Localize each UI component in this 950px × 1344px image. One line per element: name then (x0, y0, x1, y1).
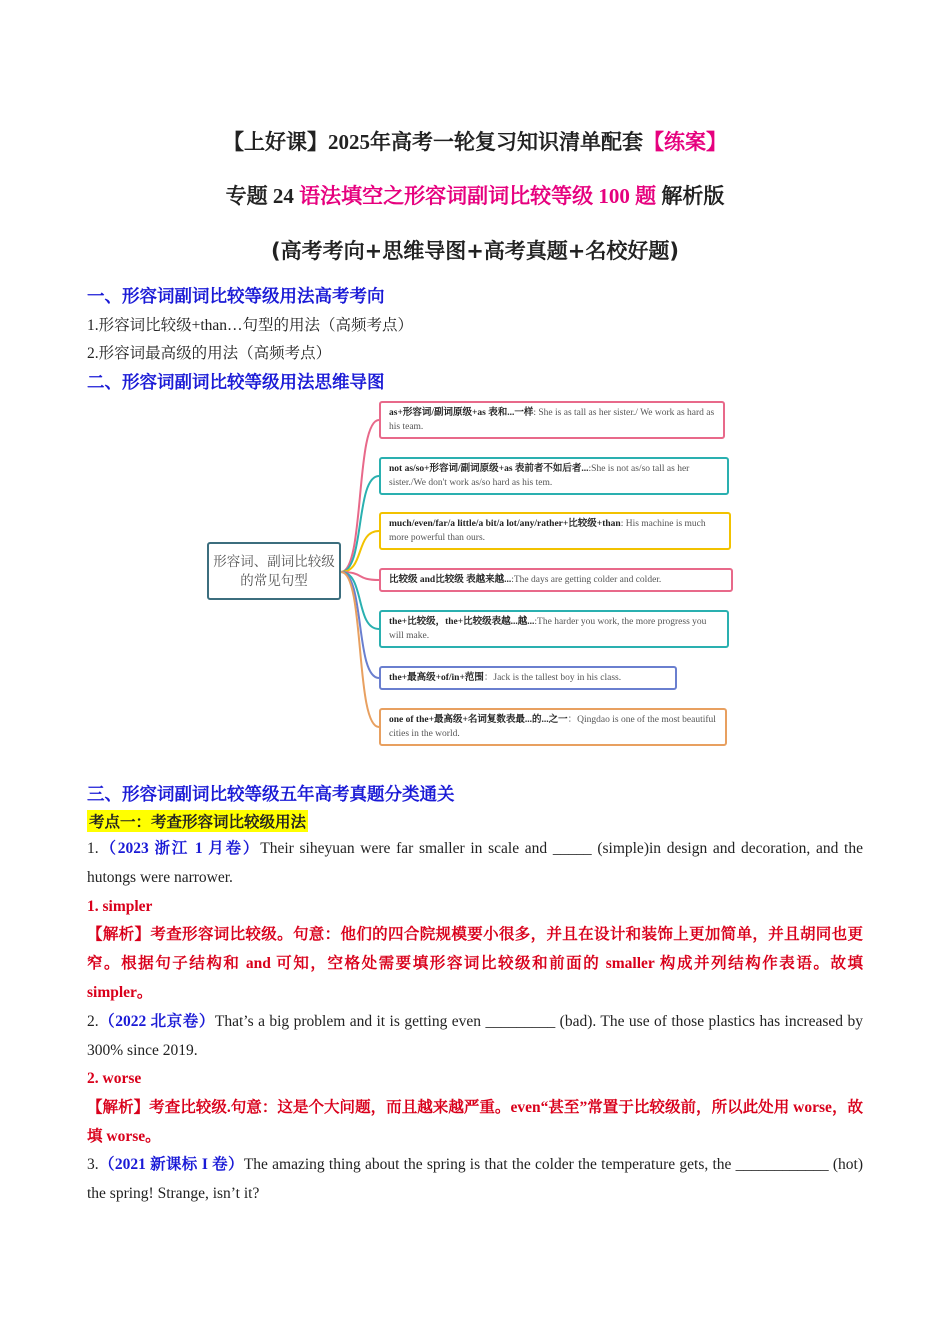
answer-2: 2. worse (87, 1070, 142, 1087)
mind-map-node: much/even/far/a little/a bit/a lot/any/rather+比较级+than: His machine is much more powerful than ours. (379, 512, 731, 550)
mind-map (205, 396, 745, 752)
question-2: 2.（2022 北京卷）That’s a big problem and it is getting even _________ (bad). The use of those plastics has increased by 300% since 2019. (87, 1013, 863, 1059)
kaodian-label: 考点一：考查形容词比较级用法 (87, 810, 308, 832)
mind-map-root: 形容词、副词比较级的常见句型 (207, 542, 341, 600)
section2-heading: 二、形容词副词比较等级用法思维导图 (87, 373, 385, 393)
doc-subtitle-2: (高考考向+思维导图+高考真题+名校好题) (271, 239, 679, 263)
analysis-2: 【解析】考查比较级.句意：这是个大问题，而且越来越严重。even“甚至”常置于比较级前，所以此处用 worse，故填 worse。 (87, 1099, 863, 1145)
mind-map-node: the+最高级+of/in+范围：Jack is the tallest boy in his class. (379, 666, 677, 690)
mind-map-node: one of the+最高级+名词复数表最...的...之一：Qingdao is one of the most beautiful cities in the world. (379, 708, 727, 746)
section1-item: 1.形容词比较级+than…句型的用法（高频考点） (87, 317, 414, 334)
doc-subtitle: 专题 24 语法填空之形容词副词比较等级 100 题 解析版 (225, 184, 725, 208)
answer-1: 1. simpler (87, 898, 153, 915)
mind-map-node: not as/so+形容词/副词原级+as 表前者不如后者...:She is not as/so tall as her sister./We don't work as/so hard as his tem. (379, 457, 729, 495)
question-1: 1.（2023 浙江 1 月卷）Their siheyuan were far smaller in scale and _____ (simple)in design and decoration, and the hutongs were narrower. (87, 840, 863, 886)
question-3: 3.（2021 新课标 I 卷）The amazing thing about the spring is that the colder the temperature gets, the ____________ (hot) the spring! Strange, isn’t it? (87, 1156, 863, 1202)
mind-map-node: the+比较级，the+比较级表越...越...:The harder you work, the more progress you will make. (379, 610, 729, 648)
doc-title: 【上好课】2025年高考一轮复习知识清单配套【练案】 (223, 130, 727, 154)
mind-map-node: 比较级 and比较级 表越来越...:The days are getting colder and colder. (379, 568, 733, 592)
analysis-1: 【解析】考查形容词比较级。句意：他们的四合院规模要小很多，并且在设计和装饰上更加简单，并且胡同也更窄。根据句子结构和 and 可知，空格处需要填形容词比较级和前面的 smaller 构成并列结构作表语。故填 simpler。 (87, 926, 863, 1001)
section1-item: 2.形容词最高级的用法（高频考点） (87, 345, 332, 362)
mind-map-node: as+形容词/副词原级+as 表和...一样: She is as tall as her sister./ We work as hard as his team. (379, 401, 725, 439)
section3-heading: 三、形容词副词比较等级五年高考真题分类通关 (87, 785, 455, 805)
section1-heading: 一、形容词副词比较等级用法高考考向 (87, 287, 385, 307)
